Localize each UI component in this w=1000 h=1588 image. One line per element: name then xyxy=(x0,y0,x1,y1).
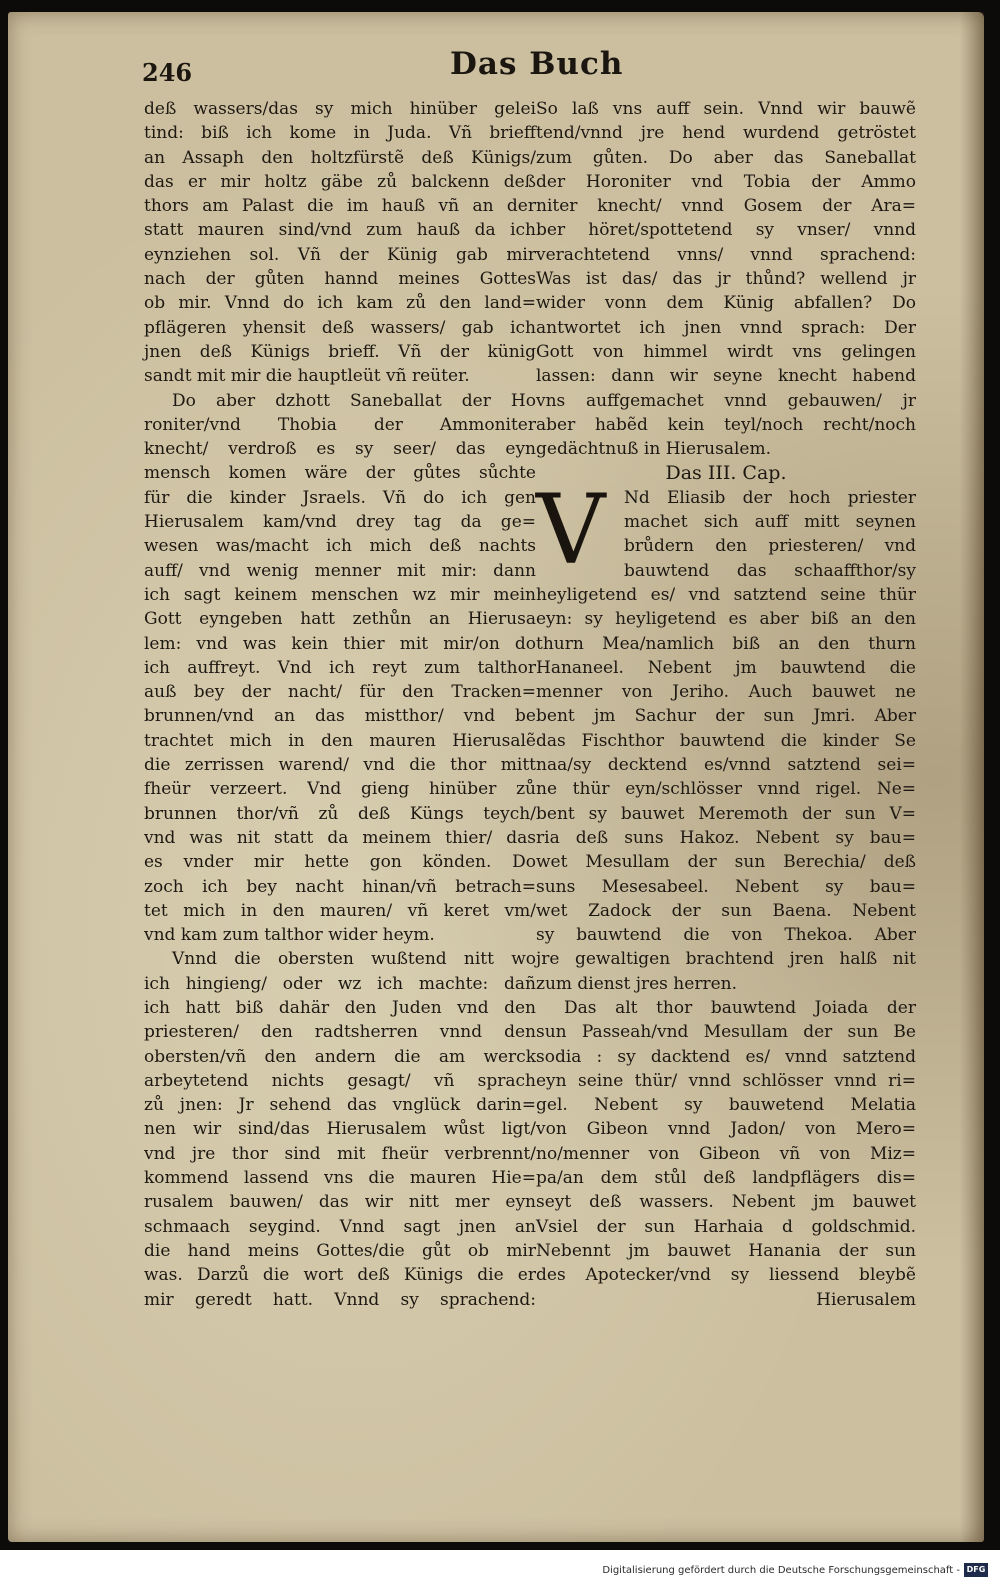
text-line: Das alt thor bauwtend Joiada der xyxy=(564,997,916,1018)
text-line: antwortet ich jnen vnnd sprach: Der xyxy=(536,317,916,338)
catchword: Hierusalem xyxy=(816,1289,916,1310)
text-line: des Apotecker/vnd sy liessend bleybẽ xyxy=(536,1265,916,1286)
text-line: sy bauwtend die von Thekoa. Aber xyxy=(536,925,916,946)
text-line: jnen deß Künigs brieff. Vñ der künig xyxy=(144,341,536,362)
left-column xyxy=(144,97,536,1312)
text-line: bent jm Sachur der sun Jmri. Aber xyxy=(536,706,916,727)
text-line: Do aber dzhott Saneballat der Ho xyxy=(172,390,536,411)
text-line: tet mich in den mauren/ vñ keret vm/ xyxy=(144,900,536,921)
text-line: thors am Palast die im hauß vñ an der xyxy=(144,196,536,217)
text-line: nen wir sind/das Hierusalem wůst ligt/ xyxy=(144,1119,536,1140)
text-line: obersten/vñ den andern die am werck xyxy=(144,1046,536,1067)
text-line: auß bey der nacht/ für den Tracken= xyxy=(144,682,536,703)
page-number: 246 xyxy=(142,58,193,87)
text-line: zů jnen: Jr sehend das vnglück darin= xyxy=(144,1095,536,1116)
text-line: roniter/vnd Thobia der Ammoniter xyxy=(144,414,536,435)
text-line: rusalem bauwen/ das wir nitt mer eyn xyxy=(144,1192,536,1213)
right-column-top-text xyxy=(536,97,916,461)
text-line: zum gůten. Do aber das Saneballat xyxy=(536,147,916,168)
text-line: was. Darzů die wort deß Künigs die er xyxy=(144,1265,536,1286)
text-line: wesen was/macht ich mich deß nachts xyxy=(144,536,536,557)
text-line: Gott von himmel wirdt vns gelingen xyxy=(536,341,916,362)
text-line: vnd was nit statt da meinem thier/ das xyxy=(144,827,536,848)
page-gutter-shadow xyxy=(960,12,984,1542)
text-line: Gott eyngeben hatt zethůn an Hierusa xyxy=(144,609,536,630)
text-line: zum dienst jres herren. xyxy=(536,973,737,994)
text-line: zoch ich bey nacht hinan/vñ betrach= xyxy=(144,876,536,897)
text-line: seyt deß wassers. Nebent jm bauwet xyxy=(536,1192,916,1213)
text-line: arbeytetend nichts gesagt/ vñ sprach xyxy=(144,1070,536,1091)
text-line: ich sagt keinem menschen wz mir mein xyxy=(144,584,536,605)
digitization-credit: Digitalisierung gefördert durch die Deutsche Forschungsgemeinschaft - xyxy=(602,1565,960,1576)
footer-bar xyxy=(0,1556,1000,1588)
text-line: So laß vns auff sein. Vnnd wir bauwẽ xyxy=(536,99,916,119)
text-line: knecht/ verdroß es sy seer/ das eyn xyxy=(144,439,536,460)
text-line: für die kinder Jsraels. Vñ do ich gen xyxy=(144,487,536,508)
right-column xyxy=(536,97,916,1312)
text-line: ob mir. Vnnd do ich kam zů den land= xyxy=(144,293,536,314)
text-line: statt mauren sind/vnd zum hauß da ich xyxy=(144,220,536,241)
text-line: ich auffreyt. Vnd ich reyt zum talthor xyxy=(144,657,536,678)
text-line: kommend lassend vns die mauren Hie= xyxy=(144,1168,536,1189)
text-line: die zerrissen warend/ vnd die thor mitt xyxy=(144,755,536,776)
text-line: ria deß suns Hakoz. Nebent sy bau= xyxy=(536,827,916,848)
text-line: thurn Mea/namlich biß an den thurn xyxy=(536,633,916,654)
text-line: mensch komen wäre der gůtes sůchte xyxy=(144,463,536,484)
text-line: vnd kam zum talthor wider heym. xyxy=(144,925,435,946)
text-line: Hananeel. Nebent jm bauwtend die xyxy=(536,657,916,678)
text-line: Vnnd die obersten wußtend nitt wo xyxy=(172,949,536,970)
text-line: ich hingieng/ oder wz ich machte: dañ xyxy=(144,973,536,994)
text-line: tend/vnnd jre hend wurdend getröstet xyxy=(536,123,916,144)
text-line: sodia : sy dacktend es/ vnnd satztend xyxy=(536,1046,916,1067)
text-line: das Fischthor bauwtend die kinder Se xyxy=(536,730,916,751)
drop-cap: V xyxy=(536,473,606,586)
text-line: pflägeren yhensit deß wassers/ gab ich xyxy=(144,317,536,338)
text-line: brunnen/vnd an das mistthor/ vnd be xyxy=(144,706,536,727)
text-line: suns Mesesabeel. Nebent sy bau= xyxy=(536,876,916,897)
text-line: wider vonn dem Künig abfallen? Do xyxy=(536,293,916,314)
text-line: pa/an dem stůl deß landpflägers dis= xyxy=(536,1168,916,1189)
text-line: jre gewaltigen brachtend jren halß nit xyxy=(536,949,916,970)
text-line: ne thür eyn/schlösser vnnd rigel. Ne= xyxy=(536,779,916,800)
text-line: gedächtnuß in Hierusalem. xyxy=(536,439,771,460)
text-line: bauwtend das schaaffthor/sy xyxy=(624,560,916,581)
text-line: lem: vnd was kein thier mit mir/on do xyxy=(144,633,536,654)
text-line: das er mir holtz gäbe zů balckenn deß xyxy=(144,171,536,192)
chapter-title: Das III. Cap. xyxy=(665,462,787,485)
text-line: schmaach seygind. Vnnd sagt jnen an xyxy=(144,1216,536,1237)
text-line: Was ist das/ das jr thůnd? wellend jr xyxy=(536,269,916,290)
text-line: wet Mesullam der sun Berechia/ deß xyxy=(536,852,916,873)
text-line: eyn seine thür/ vnnd schlösser vnnd ri= xyxy=(536,1070,916,1091)
text-line: brůdern den priesteren/ vnd xyxy=(624,536,916,557)
text-line: es vnder mir hette gon könden. Do xyxy=(144,852,536,873)
text-line: ber höret/spottetend sy vnser/ vnnd xyxy=(536,220,916,241)
text-line: auff/ vnd wenig menner mit mir: dann xyxy=(144,560,536,581)
text-line: fheür verzeert. Vnd gieng hinüber zů xyxy=(144,779,536,800)
text-line: eyn: sy heyligetend es aber biß an den xyxy=(536,609,916,630)
text-line: wet Zadock der sun Baena. Nebent xyxy=(536,900,916,921)
text-line: Vsiel der sun Harhaia d goldschmid. xyxy=(536,1216,916,1237)
text-line: gel. Nebent sy bauwetend Melatia xyxy=(536,1095,916,1116)
text-line: menner von Jeriho. Auch bauwet ne xyxy=(536,682,916,703)
text-line: der Horoniter vnd Tobia der Ammo xyxy=(536,171,916,192)
text-line: mir geredt hatt. Vnnd sy sprachend: xyxy=(144,1289,536,1310)
text-line: vnd jre thor sind mit fheür verbrennt/ xyxy=(144,1143,536,1164)
dfg-logo: DFG xyxy=(964,1563,988,1577)
text-line: sun Passeah/vnd Mesullam der sun Be xyxy=(536,1022,916,1043)
text-line: machet sich auff mitt seynen xyxy=(624,512,916,533)
text-line: verachtetend vnns/ vnnd sprachend: xyxy=(536,244,916,265)
text-line: priesteren/ den radtsherren vnnd den xyxy=(144,1022,536,1043)
text-line: Hierusalem kam/vnd drey tag da ge= xyxy=(144,512,536,533)
text-line: sandt mit mir die hauptleüt vñ reüter. xyxy=(144,366,470,387)
text-line: vns auffgemachet vnnd gebauwen/ jr xyxy=(536,390,916,411)
text-line: bent sy bauwet Meremoth der sun V= xyxy=(536,803,916,824)
text-line: trachtet mich in den mauren Hierusalẽ xyxy=(144,730,536,751)
text-line: no/menner von Gibeon vñ von Miz= xyxy=(536,1143,916,1164)
text-line: naa/sy decktend es/vnnd satztend sei= xyxy=(536,755,916,776)
text-line: lassen: dann wir seyne knecht habend xyxy=(536,366,916,387)
text-line: von Gibeon vnnd Jadon/ von Mero= xyxy=(536,1119,916,1140)
text-line: nach der gůten hannd meines Gottes xyxy=(144,269,536,290)
text-line: brunnen thor/vñ zů deß Küngs teych/ xyxy=(144,803,536,824)
text-line: tind: biß ich kome in Juda. Vñ brieff xyxy=(144,123,536,144)
text-line: Nd Eliasib der hoch priester xyxy=(624,487,916,508)
text-line: deß wassers/das sy mich hinüber gelei xyxy=(144,99,536,119)
text-line: eynziehen sol. Vñ der Künig gab mir xyxy=(144,244,536,265)
running-head: Das Buch xyxy=(450,46,624,82)
text-line: ich hatt biß dahär den Juden vnd den xyxy=(144,997,536,1018)
text-line: Nebennt jm bauwet Hanania der sun xyxy=(536,1240,916,1261)
text-line: heyligetend es/ vnd satztend seine thür xyxy=(536,584,916,605)
text-line: aber habẽd kein teyl/noch recht/noch xyxy=(536,414,916,435)
text-line: niter knecht/ vnnd Gosem der Ara= xyxy=(536,196,916,217)
text-line: die hand meins Gottes/die gůt ob mir xyxy=(144,1240,536,1261)
text-line: an Assaph den holtzfürstẽ deß Künigs/ xyxy=(144,147,536,168)
